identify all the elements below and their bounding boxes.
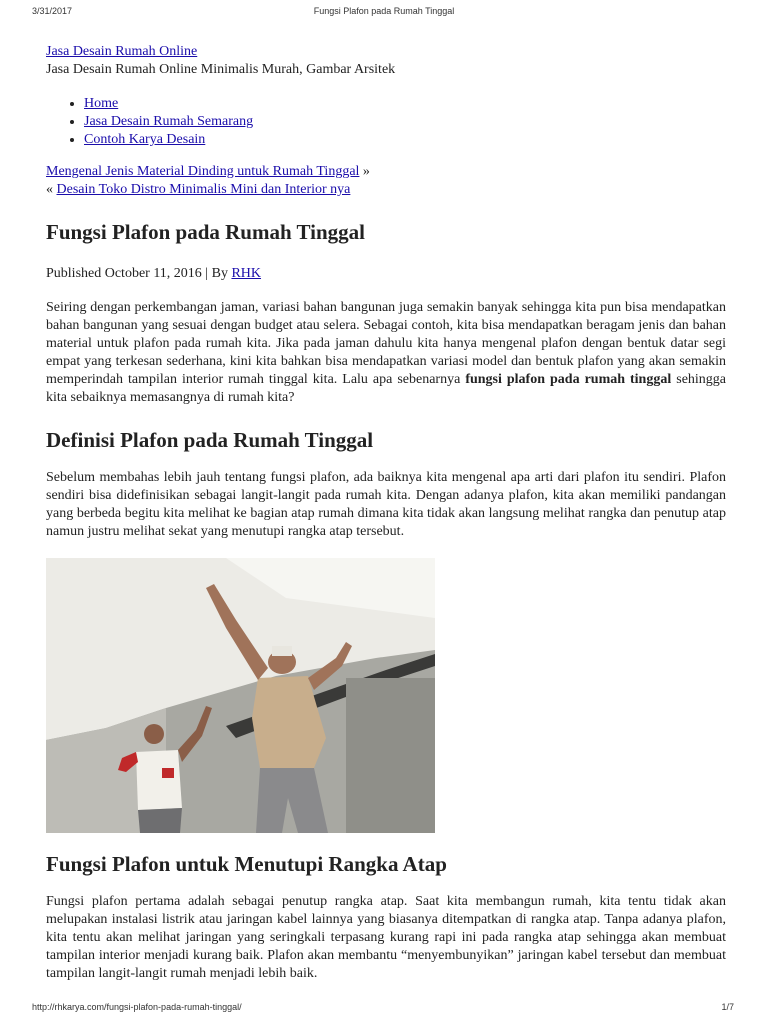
print-date: 3/31/2017 (32, 6, 73, 16)
post-navigation (46, 163, 726, 199)
photo-illustration (46, 558, 435, 833)
fungsi-paragraph: Fungsi plafon pertama adalah sebagai penutup rangka atap. Saat kita membangun rumah, kita tentu tidak akan melupakan instalasi listrik atau jaringan kabel lainnya yang biasanya ditempatkan di rangka atap. Tanpa adanya plafon, kita tentu akan melihat jaringan yang seringkali terpasang kurang rapi ini pada rangka atap sehingga akan membuat tampilan interior menjadi kurang baik. Plafon akan membantu “menyembunyikan” jaringan kabel tersebut dan membuat tampilan langit-langit rumah menjadi lebih baik. (46, 894, 726, 981)
nav-item-contoh-karya (84, 131, 726, 149)
prev-post-link[interactable]: Desain Toko Distro Minimalis Mini dan Interior nya (56, 182, 351, 197)
print-footer (0, 1002, 768, 1016)
article-title: Fungsi Plafon pada Rumah Tinggal (46, 220, 365, 244)
definisi-paragraph: Sebelum membahas lebih jauh tentang fungsi plafon, ada baiknya kita mengenal apa arti dari plafon itu sendiri. Plafon sendiri bisa didefinisikan sebagai langit-langit pada rumah kita. Dengan adanya plafon, kita akan memiliki pandangan yang berbeda begitu kita melihat ke bagian atap rumah dimana kita tidak akan langsung melihat rangka dan penutup atap namun justru melihat sekat yang menutupi rangka atap tersebut. (46, 470, 726, 539)
nav-link-jasa-desain[interactable]: Jasa Desain Rumah Semarang (84, 114, 254, 129)
intro-text-b: sehingga kita sebaiknya memasangnya di rumah kita? (46, 372, 727, 405)
site-tagline: Jasa Desain Rumah Online Minimalis Murah, Gambar Arsitek (46, 62, 396, 77)
page-content (46, 42, 726, 983)
heading-fungsi: Fungsi Plafon untuk Menutupi Rangka Atap (46, 852, 447, 876)
next-post (46, 163, 726, 181)
author-link[interactable]: RHK (231, 266, 262, 281)
intro-text-a: Seiring dengan perkembangan jaman, variasi bahan bangunan juga semakin banyak sehingga kita pun bisa mendapatkan bahan bangunan yang sesuai dengan budget atau selera. Sebagai contoh, kita bisa mendapatkan beragam jenis dan bahan material untuk plafon pada rumah kita. Jika pada jaman dahulu kita hanya mengenal plafon dengan bentuk datar segi empat yang terkesan sederhana, kini kita bahkan bisa mendapatkan variasi model dan bentuk plafon yang akan semakin memperindah tampilan interior rumah tinggal kita. Lalu apa sebenarnya (46, 300, 726, 387)
next-post-link[interactable]: Mengenal Jenis Material Dinding untuk Rumah Tinggal (46, 164, 360, 179)
next-arrow: » (359, 164, 370, 179)
intro-keyword: fungsi plafon pada rumah tinggal (465, 372, 672, 387)
ceiling-installation-photo (46, 558, 435, 833)
main-nav (46, 95, 726, 149)
prev-arrow: « (46, 182, 57, 197)
nav-item-jasa-desain (84, 113, 726, 131)
nav-link-contoh-karya[interactable]: Contoh Karya Desain (84, 132, 206, 147)
prev-post (46, 181, 726, 199)
heading-definisi: Definisi Plafon pada Rumah Tinggal (46, 428, 374, 452)
meta-published: Published October 11, 2016 | By (46, 266, 232, 281)
nav-link-home[interactable]: Home (84, 96, 119, 111)
print-url: http://rhkarya.com/fungsi-plafon-pada-rumah-tinggal/ (32, 1002, 242, 1012)
nav-item-home (84, 95, 726, 113)
print-header (0, 6, 768, 20)
print-title: Fungsi Plafon pada Rumah Tinggal (313, 6, 455, 16)
article-meta (46, 265, 726, 283)
site-name-link[interactable]: Jasa Desain Rumah Online (46, 44, 198, 59)
intro-paragraph (46, 299, 726, 407)
page-number: 1/7 (721, 1002, 734, 1012)
